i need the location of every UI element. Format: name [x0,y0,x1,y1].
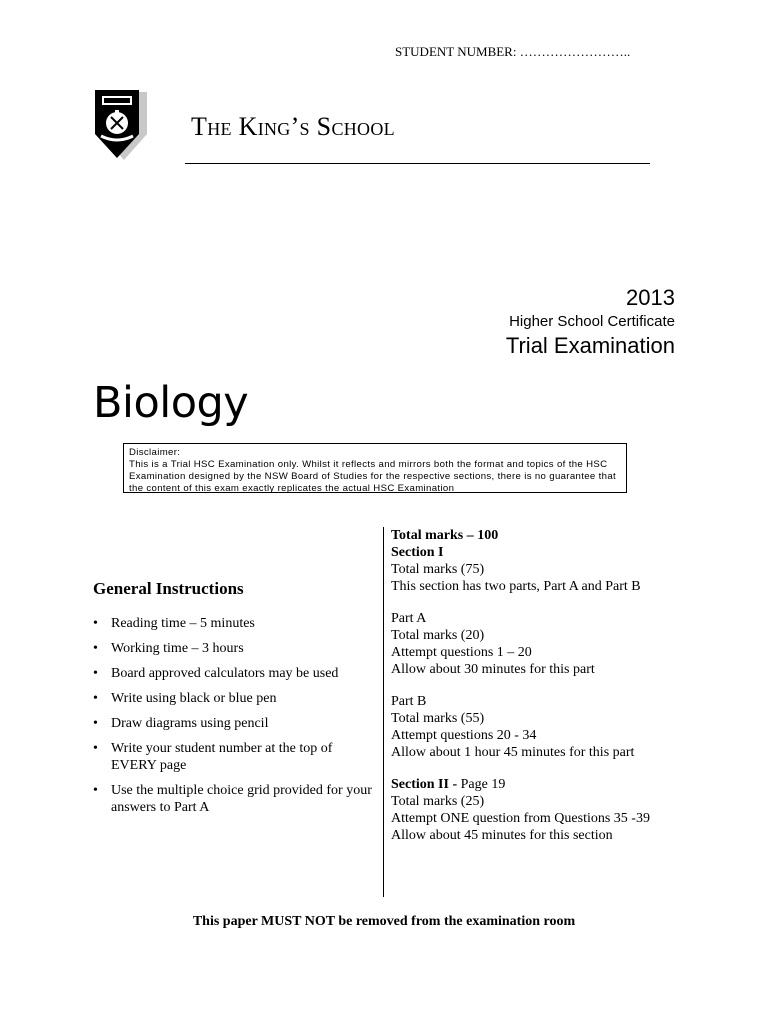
part-a-line: Attempt questions 1 – 20 [391,645,532,660]
disclaimer-box [123,443,627,493]
general-instructions-title: General Instructions [93,579,244,598]
disclaimer-body: This is a Trial HSC Examination only. Whilst it reflects and mirrors both the format and topics of the HSC Examination designed by the NSW Board of Studies for the respective sections, there is no guarantee that the content of this exam exactly replicates the actual HSC Examination [129,459,617,493]
bullet-icon: • [93,616,98,631]
section-1-line: Total marks (75) [391,562,485,577]
total-marks: Total marks – 100 [391,528,499,543]
school-name-underline [185,163,650,164]
instruction-text: Board approved calculators may be used [111,666,339,681]
bullet-icon: • [93,641,98,656]
bullet-icon: • [93,666,98,681]
school-name-rest-ings: ing’s [257,112,310,141]
part-a-line: Part A [391,611,427,626]
instruction-text: Use the multiple choice grid provided for your answers to Part A [111,783,372,815]
part-a-block [391,610,691,678]
instruction-text: Reading time – 5 minutes [111,616,255,631]
instruction-text: Draw diagrams using pencil [111,716,269,731]
school-name [191,112,395,142]
list-item [93,665,378,682]
list-item [93,615,378,632]
school-name-rest-chool: chool [331,112,395,141]
marks-summary [391,527,691,859]
disclaimer-heading: Disclaimer: [129,447,181,458]
removal-warning: This paper MUST NOT be removed from the examination room [192,914,576,929]
school-name-initial-k: K [238,112,258,141]
bullet-icon: • [93,783,98,798]
student-number-field: STUDENT NUMBER: …………………….. [395,44,631,59]
shield-icon [93,90,149,162]
part-a-line: Total marks (20) [391,628,485,643]
section-2-page: Page 19 [460,777,506,792]
subject-title: Biology [93,378,249,428]
list-item [93,782,378,816]
bullet-icon: • [93,716,98,731]
list-item [93,640,378,657]
section-1-title: Section I [391,545,444,560]
exam-year: 2013 [626,285,675,310]
part-b-line: Total marks (55) [391,711,485,726]
list-item [93,690,378,707]
school-name-initial-s: S [316,112,332,141]
section-2-line: Total marks (25) [391,794,485,809]
bullet-icon: • [93,691,98,706]
part-b-line: Attempt questions 20 - 34 [391,728,537,743]
exam-type: Trial Examination [505,333,675,358]
list-item [93,740,378,774]
section-2-heading [391,776,691,793]
part-a-line: Allow about 30 minutes for this part [391,662,595,677]
part-b-block [391,693,691,761]
section-2-line: Attempt ONE question from Questions 35 -39 [391,811,650,826]
school-name-rest-he: he [207,112,232,141]
section-2-line: Allow about 45 minutes for this section [391,828,613,843]
section-2-title: Section II - [391,777,458,792]
part-b-line: Allow about 1 hour 45 minutes for this part [391,745,635,760]
part-b-line: Part B [391,694,427,709]
general-instructions-list [93,615,378,824]
school-name-initial-t: T [191,112,208,141]
instruction-text: Write your student number at the top of EVERY page [111,741,333,773]
school-crest-logo [93,90,149,162]
column-divider [383,527,384,897]
section-1-line: This section has two parts, Part A and Part B [391,579,641,594]
section-1-block [391,544,691,595]
instruction-text: Write using black or blue pen [111,691,277,706]
section-2-block [391,776,691,844]
instruction-text: Working time – 3 hours [111,641,244,656]
list-item [93,715,378,732]
bullet-icon: • [93,741,98,756]
exam-certificate: Higher School Certificate [509,313,675,330]
